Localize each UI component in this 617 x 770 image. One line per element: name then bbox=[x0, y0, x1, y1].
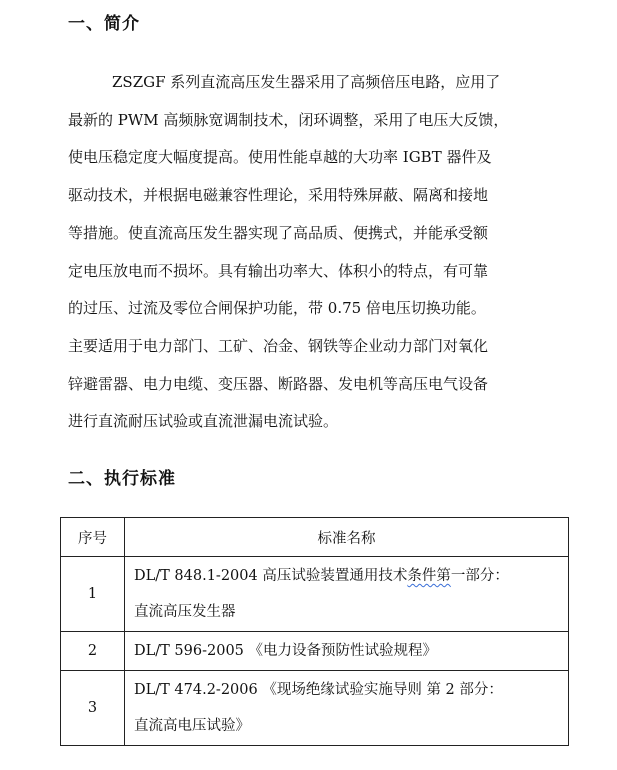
row-number: 3 bbox=[61, 671, 125, 746]
paragraph-line: 驱动技术，并根据电磁兼容性理论，采用特殊屏蔽、隔离和接地 bbox=[68, 186, 489, 205]
section-heading-standards: 二、执行标准 bbox=[68, 469, 176, 489]
standard-name-cell bbox=[125, 671, 569, 746]
standard-name-cell bbox=[125, 557, 569, 632]
standard-name-text: DL/T 848.1-2004 高压试验装置通用技术 bbox=[134, 568, 408, 584]
paragraph-line: 的过压、过流及零位合闸保护功能，带 0.75 倍电压切换功能。 bbox=[68, 299, 486, 318]
row-number: 1 bbox=[61, 557, 125, 632]
standard-name-cell bbox=[125, 632, 569, 671]
table-row bbox=[61, 632, 569, 671]
table-row bbox=[61, 671, 569, 746]
paragraph-line: 锌避雷器、电力电缆、变压器、断路器、发电机等高压电气设备 bbox=[68, 374, 489, 393]
column-header-standard-name: 标准名称 bbox=[125, 518, 569, 557]
introduction-paragraph bbox=[68, 64, 568, 441]
section-heading-introduction: 一、简介 bbox=[68, 14, 140, 34]
table-header-row bbox=[61, 518, 569, 557]
paragraph-line: 最新的 PWM 高频脉宽调制技术，闭环调整，采用了电压大反馈， bbox=[68, 110, 509, 129]
standard-name-line bbox=[134, 558, 568, 594]
spellcheck-marked-text: 条件第 bbox=[407, 568, 451, 584]
column-header-number: 序号 bbox=[61, 518, 125, 557]
paragraph-line: 等措施。使直流高压发生器实现了高品质、便携式，并能承受额 bbox=[68, 223, 489, 242]
standard-name-line: DL/T 596-2005 《电力设备预防性试验规程》 bbox=[134, 643, 438, 659]
standard-name-line: 直流高电压试验》 bbox=[134, 718, 250, 734]
paragraph-line: 主要适用于电力部门、工矿、冶金、钢铁等企业动力部门对氧化 bbox=[68, 336, 489, 355]
paragraph-line: 使电压稳定度大幅度提高。使用性能卓越的大功率 IGBT 器件及 bbox=[68, 148, 492, 167]
paragraph-line: 定电压放电而不损坏。具有输出功率大、体积小的特点，有可靠 bbox=[68, 261, 489, 280]
table-row bbox=[61, 557, 569, 632]
paragraph-line: ZSZGF 系列直流高压发生器采用了高频倍压电路，应用了 bbox=[112, 73, 501, 91]
standard-name-line: 直流高压发生器 bbox=[134, 604, 236, 620]
paragraph-line: 进行直流耐压试验或直流泄漏电流试验。 bbox=[68, 412, 339, 431]
standard-name-line: DL/T 474.2-2006 《现场绝缘试验实施导则 第 2 部分： bbox=[134, 682, 503, 698]
row-number: 2 bbox=[61, 632, 125, 671]
standard-name-text: 一部分： bbox=[450, 568, 509, 584]
standards-table bbox=[60, 517, 569, 746]
